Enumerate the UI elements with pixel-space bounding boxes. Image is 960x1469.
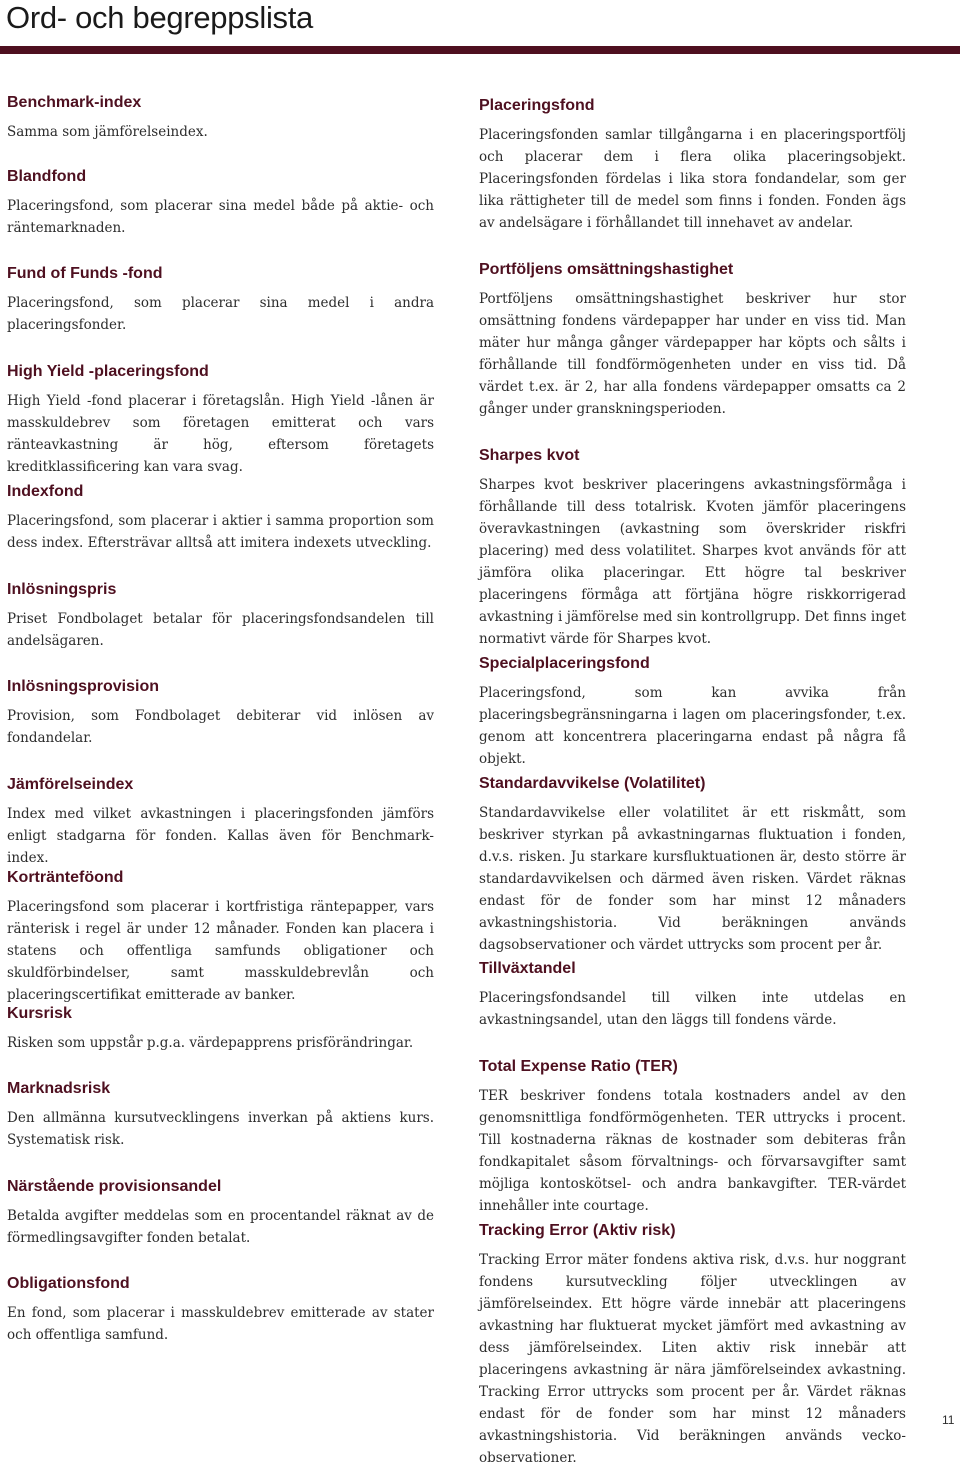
glossary-term: Sharpes kvot <box>479 447 580 464</box>
glossary-entry-total-expense-ratio <box>479 1057 906 1217</box>
glossary-entry-indexfond <box>7 482 434 554</box>
glossary-entry-obligationsfond <box>7 1274 434 1346</box>
glossary-definition: Portföljens omsättningshastighet beskriver hur stor omsättning fondens värdepapper har under en viss tid. Man mäter hur många gånger värdepapper har köpts och sålts i förhållande till fondförmögenheten under en viss tid. Då värdet t.ex. är 2, har alla fondens värdepapper omsatts ca 2 gånger under granskningsperioden. <box>479 291 906 417</box>
glossary-definition: Placeringsfond, som placerar sina medel i andra placeringsfonder. <box>7 295 434 333</box>
glossary-definition: Betalda avgifter meddelas som en procentandel räknat av de förmedlingsavgifter fonden betalat. <box>7 1208 434 1246</box>
glossary-entry-blandfond <box>7 167 434 239</box>
glossary-term: Benchmark-index <box>7 94 142 111</box>
glossary-definition: Priset Fondbolaget betalar för placeringsfondsandelen till andelsägaren. <box>7 611 434 649</box>
glossary-entry-high-yield <box>7 362 434 478</box>
glossary-entry-jamforelseindex <box>7 775 434 869</box>
glossary-term: Tillväxtandel <box>479 960 576 977</box>
glossary-entry-narstaende-provisionsandel <box>7 1177 434 1249</box>
glossary-term: Total Expense Ratio (TER) <box>479 1058 678 1075</box>
glossary-term: Inlösningsprovision <box>7 678 160 695</box>
glossary-term: Placeringsfond <box>479 97 595 114</box>
glossary-definition: Index med vilket avkastningen i placeringsfonden jämförs enligt stadgarna för fonden. Kallas även för Benchmark-index. <box>7 806 434 866</box>
glossary-definition: High Yield -fond placerar i företagslån. High Yield -lånen är masskuldebrev som företagen emitterat och vars ränteavkastning är hög, eftersom företagets kreditklassificering kan vara svag. <box>7 393 434 475</box>
title-rule <box>0 46 960 54</box>
glossary-term: Specialplaceringsfond <box>479 655 650 672</box>
glossary-term: Närstående provisionsandel <box>7 1178 222 1195</box>
glossary-term: Tracking Error (Aktiv risk) <box>479 1222 676 1239</box>
glossary-entry-standardavvikelse <box>479 774 906 956</box>
glossary-term: Indexfond <box>7 483 84 500</box>
glossary-entry-portfoljens-omsattningshastighet <box>479 260 906 420</box>
glossary-entry-fund-of-funds <box>7 264 434 336</box>
glossary-definition: Placeringsfondsandel till vilken inte utdelas en avkastningsandel, utan den läggs till fondens värde. <box>479 990 906 1028</box>
glossary-definition: Placeringsfond, som placerar i aktier i samma proportion som dess index. Eftersträvar alltså att imitera indexets utveckling. <box>7 513 434 551</box>
glossary-definition: Provision, som Fondbolaget debiterar vid inlösen av fondandelar. <box>7 708 434 746</box>
glossary-entry-korträntefond <box>7 868 434 1006</box>
glossary-definition: Placeringsfonden samlar tillgångarna i en placeringsportfölj och placerar dem i flera olika placeringsobjekt. Placeringsfonden fördelas i lika stora fondandelar, som ger lika rättigheter till de medel som finns i fonden. Fonden ägs av andelsägare i förhållandet till innehavet av andelar. <box>479 127 906 231</box>
glossary-entry-specialplaceringsfond <box>479 654 906 770</box>
glossary-entry-tracking-error <box>479 1221 906 1469</box>
glossary-term: Blandfond <box>7 168 87 185</box>
glossary-term: Standardavvikelse (Volatilitet) <box>479 775 706 792</box>
glossary-entry-inlosningsprovision <box>7 677 434 749</box>
glossary-term: Obligationsfond <box>7 1275 130 1292</box>
glossary-definition: Risken som uppstår p.g.a. värdepapprens prisförändringar. <box>7 1035 414 1051</box>
glossary-term: Jämförelseindex <box>7 776 134 793</box>
glossary-definition: Tracking Error mäter fondens aktiva risk, d.v.s. hur noggrant fondens kursutveckling följer utvecklingen av jämförelseindex. Ett högre värde innebär att placeringens avkastning har fluktuerat mycket jämfört med avkastning av dess jämförelseindex. Liten aktiv risk innebär att placeringens avkastning är nära jämförelseindex avkastning. Tracking Error uttrycks som procent per år. Värdet räknas endast för de fonder som har minst 12 månaders avkastningshistoria. Vid beräkningen används vecko-observationer. <box>479 1252 906 1466</box>
glossary-entry-inlosningspris <box>7 580 434 652</box>
glossary-definition: Sharpes kvot beskriver placeringens avkastningsförmåga i förhållande till dess totalrisk. Kvoten jämför placeringens överavkastningen (avkastning som överskrider riskfri placering) med dess volatilitet. Sharpes kvot används för att jämföra olika placeringar. Ett högre tal beskriver placeringens förmåga att förtjäna högre riskkorrigerad avkastning i jämförelse med sin kontrollgrupp. Det finns inget normativt värde för Sharpes kvot. <box>479 477 906 647</box>
glossary-definition: Placeringsfond som placerar i kortfristiga räntepapper, vars ränterisk i regel är under 12 månader. Fonden kan placera i statens och offentliga samfunds obligationer och skuldförbindelser, samt masskuldebrevlån och placeringscertifikat emitterade av banker. <box>7 899 434 1003</box>
glossary-entry-tillvaxtandel <box>479 959 906 1031</box>
glossary-term: Fund of Funds -fond <box>7 265 163 282</box>
page-title: Ord- och begreppslista <box>6 0 314 35</box>
glossary-definition: Standardavvikelse eller volatilitet är ett riskmått, som beskriver styrkan på avkastningarnas fluktuation i fonden, d.v.s. risken. Ju starkare kursfluktuationen är, desto större är standardavvikelsen och därmed även risken. Värdet räknas endast för de fonder som har minst 12 månaders avkastningshistoria. Vid beräkningen används dagsobservationer och värdet uttrycks som procent per år. <box>479 805 906 953</box>
glossary-term: Kortränteföond <box>7 869 124 886</box>
glossary-term: Portföljens omsättningshastighet <box>479 261 734 278</box>
glossary-term: Marknadsrisk <box>7 1080 111 1097</box>
glossary-definition: TER beskriver fondens totala kostnaders andel av den genomsnittliga fondförmögenheten. TER uttrycks i procent. Till kostnaderna räknas de kostnader som debiteras från fondkapitalet såsom förvaltnings- och förvarsavgifter samt möjliga kontoskötsel- och andra bankavgifter. TER-värdet innehåller inte courtage. <box>479 1088 906 1214</box>
glossary-definition: Samma som jämförelseindex. <box>7 124 208 140</box>
glossary-definition: En fond, som placerar i masskuldebrev emitterade av stater och offentliga samfund. <box>7 1305 434 1343</box>
glossary-term: Kursrisk <box>7 1005 72 1022</box>
glossary-definition: Placeringsfond, som kan avvika från placeringsbegränsningarna i lagen om placeringsfonder, t.ex. genom att koncentrera placeringarna endast på några få objekt. <box>479 685 906 767</box>
glossary-entry-benchmark-index <box>7 93 434 143</box>
page-number: 11 <box>942 1413 955 1427</box>
glossary-entry-kursrisk <box>7 1004 434 1054</box>
glossary-term: High Yield -placeringsfond <box>7 363 209 380</box>
glossary-term: Inlösningspris <box>7 581 117 598</box>
glossary-entry-sharpes-kvot <box>479 446 906 650</box>
glossary-entry-placeringsfond <box>479 96 906 234</box>
glossary-definition: Placeringsfond, som placerar sina medel både på aktie- och räntemarknaden. <box>7 198 434 236</box>
glossary-definition: Den allmänna kursutvecklingens inverkan på aktiens kurs. Systematisk risk. <box>7 1110 434 1148</box>
glossary-entry-marknadsrisk <box>7 1079 434 1151</box>
